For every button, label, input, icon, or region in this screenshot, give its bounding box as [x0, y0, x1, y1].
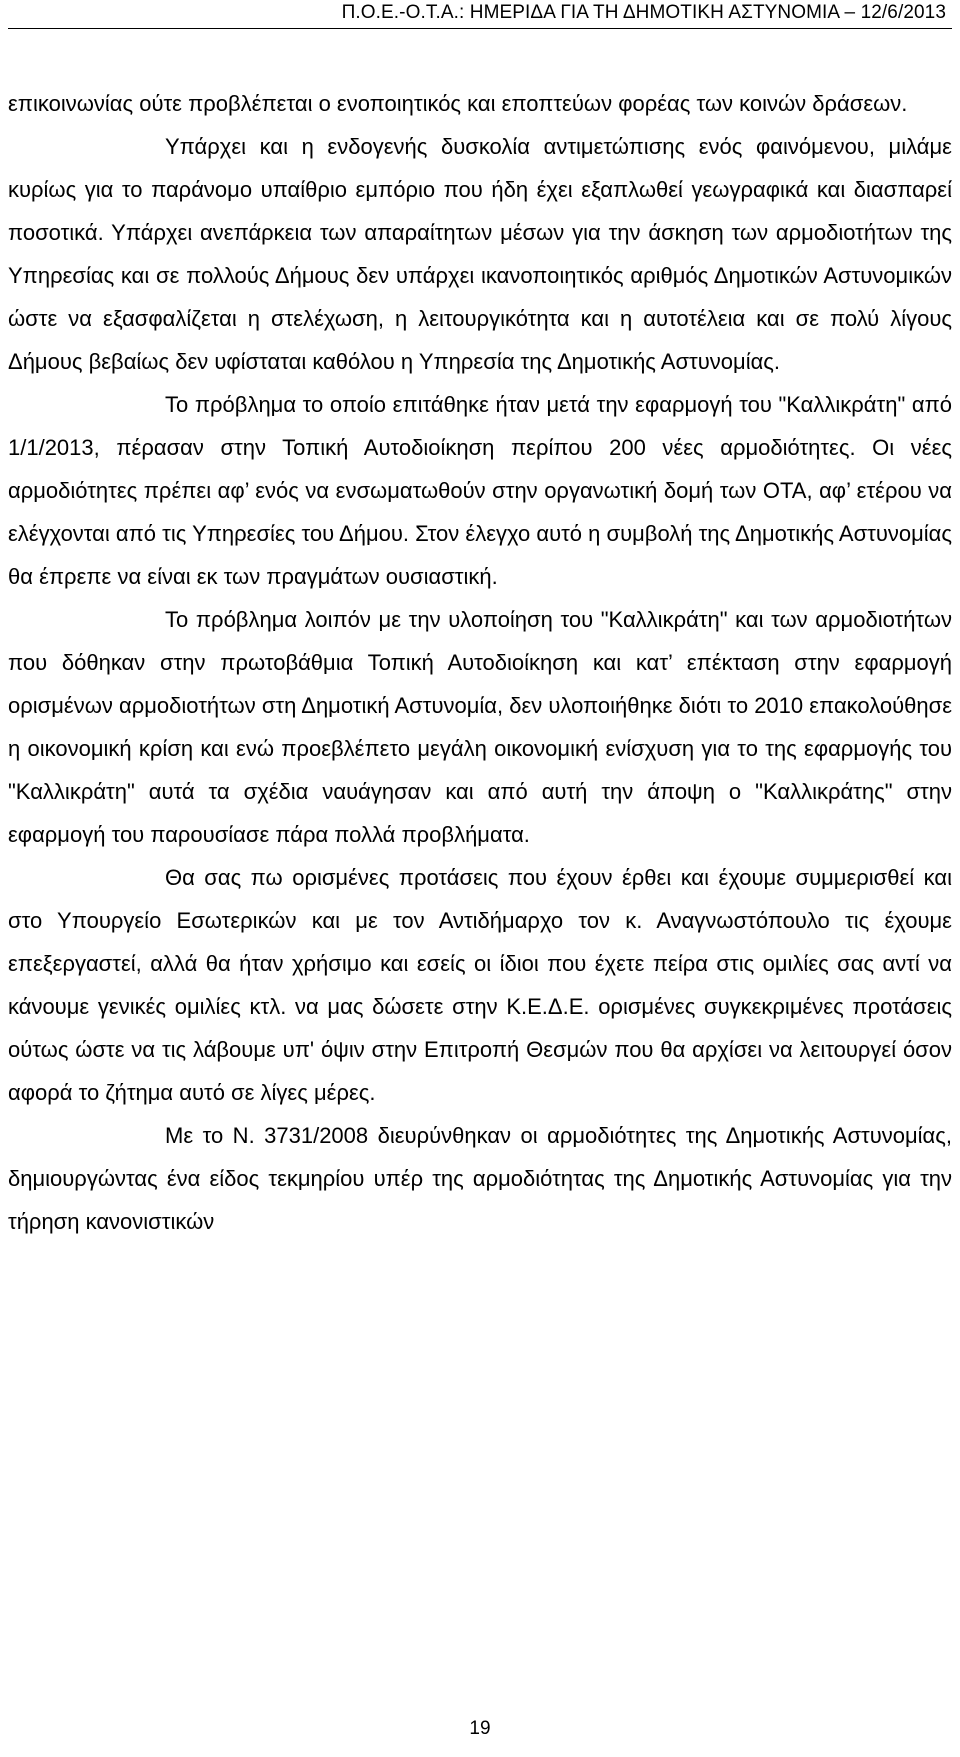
paragraph: Υπάρχει και η ενδογενής δυσκολία αντιμετώπισης ενός φαινόμενου, μιλάμε κυρίως για το παράνομο υπαίθριο εμπόριο που ήδη έχει εξαπλωθεί γεωγραφικά και διασπαρεί ποσοτικά. Υπάρχει ανεπάρκεια των απαραίτητων μέσων για την άσκηση των αρμοδιοτήτων της Υπηρεσίας και σε πολλούς Δήμους δεν υπάρχει ικανοποιητικός αριθμός Δημοτικών Αστυνομικών ώστε να εξασφαλίζεται η στελέχωση, η λειτουργικότητα και η αυτοτέλεια και σε πολύ λίγους Δήμους βεβαίως δεν υφίσταται καθόλου η Υπηρεσία της Δημοτικής Αστυνομίας. [8, 134, 952, 374]
paragraph-truncated: Με το Ν. 3731/2008 διευρύνθηκαν οι αρμοδιότητες της Δημοτικής Αστυνομίας, δημιουργώντας ένα είδος τεκμηρίου υπέρ της αρμοδιότητας της Δημοτικής Αστυνομίας για την τήρηση κανονιστικών [8, 1123, 952, 1234]
paragraph: Το πρόβλημα το οποίο επιτάθηκε ήταν μετά την εφαρμογή του "Καλλικράτη" από 1/1/2013, πέρασαν στην Τοπική Αυτοδιοίκηση περίπου 200 νέες αρμοδιότητες. Οι νέες αρμοδιότητες πρέπει αφ’ ενός να ενσωματωθούν στην οργανωτική δομή των ΟΤΑ, αφ’ ετέρου να ελέγχονται από τις Υπηρεσίες του Δήμου. Στον έλεγχο αυτό η συμβολή της Δημοτικής Αστυνομίας θα έπρεπε να είναι εκ των πραγμάτων ουσιαστική. [8, 392, 952, 589]
running-header [0, 0, 960, 30]
body-text [8, 82, 952, 1243]
paragraph-continuation: επικοινωνίας ούτε προβλέπεται ο ενοποιητικός και εποπτεύων φορέας των κοινών δράσεων. [8, 91, 908, 116]
header-rule [8, 28, 952, 29]
paragraph: Θα σας πω ορισμένες προτάσεις που έχουν έρθει και έχουμε συμμερισθεί και στο Υπουργείο Εσωτερικών και με τον Αντιδήμαρχο τον κ. Αναγνωστόπουλο τις έχουμε επεξεργαστεί, αλλά θα ήταν χρήσιμο και εσείς οι ίδιοι που έχετε πείρα στις ομιλίες σας αντί να κάνουμε γενικές ομιλίες κτλ. να μας δώσετε στην Κ.Ε.Δ.Ε. ορισμένες συγκεκριμένες προτάσεις ούτως ώστε να τις λάβουμε υπ' όψιν στην Επιτροπή Θεσμών που θα αρχίσει να λειτουργεί όσον αφορά το ζήτημα αυτό σε λίγες μέρες. [8, 865, 952, 1105]
running-header-title: Π.Ο.Ε.-Ο.Τ.Α.: ΗΜΕΡΙΔΑ ΓΙΑ ΤΗ ΔΗΜΟΤΙΚΗ ΑΣΤΥΝΟΜΙΑ – 12/6/2013 [341, 2, 946, 23]
page-number: 19 [469, 1718, 491, 1739]
paragraph: Το πρόβλημα λοιπόν με την υλοποίηση του "Καλλικράτη" και των αρμοδιοτήτων που δόθηκαν στην πρωτοβάθμια Τοπική Αυτοδιοίκηση και κατ’ επέκταση στην εφαρμογή ορισμένων αρμοδιοτήτων στη Δημοτική Αστυνομία, δεν υλοποιήθηκε διότι το 2010 επακολούθησε η οικονομική κρίση και ενώ προεβλέπετο μεγάλη οικονομική ενίσχυση για το της εφαρμογής του "Καλλικράτη" αυτά τα σχέδια ναυάγησαν και από αυτή την άποψη ο "Καλλικράτης" στην εφαρμογή του παρουσίασε πάρα πολλά προβλήματα. [8, 607, 952, 847]
